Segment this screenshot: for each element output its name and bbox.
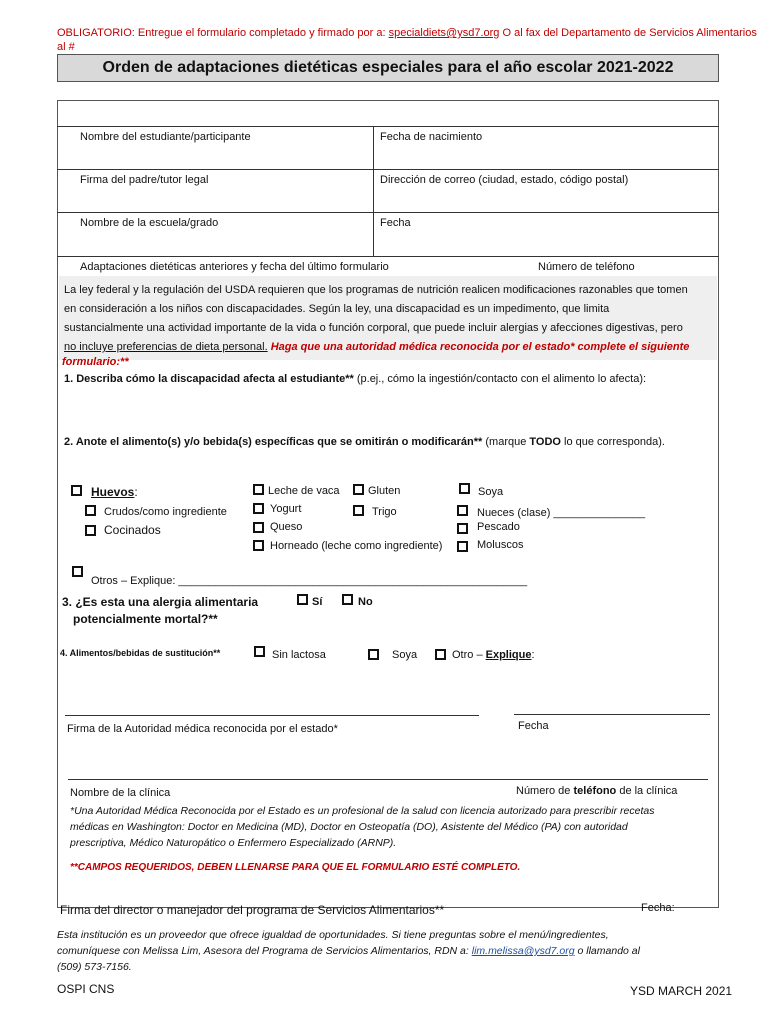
queso-checkbox[interactable] bbox=[253, 522, 264, 533]
horneado-label: Horneado (leche como ingrediente) bbox=[270, 540, 443, 552]
phone-number-field[interactable]: Número de teléfono bbox=[538, 261, 635, 273]
question-1 bbox=[64, 373, 646, 385]
no-label: No bbox=[358, 596, 373, 608]
law-red-instruction-cont: formulario:** bbox=[62, 356, 129, 368]
clinic-phone-field[interactable] bbox=[516, 785, 677, 797]
director-date-field[interactable]: Fecha: bbox=[641, 902, 675, 914]
otro-sub-explique: Explique bbox=[485, 649, 532, 661]
student-name-field[interactable]: Nombre del estudiante/participante bbox=[80, 131, 251, 143]
page-title: Orden de adaptaciones dietéticas especiales para el año escolar 2021-2022 bbox=[102, 59, 674, 76]
equal-line: comuníquese con Melissa Lim, Asesora del Programa de Servicios Alimentarios, RDN a: bbox=[57, 945, 472, 957]
required-notice-prefix: OBLIGATORIO: Entregue el formulario completado y firmado por a: bbox=[57, 27, 389, 39]
parent-signature-field[interactable]: Firma del padre/tutor legal bbox=[80, 174, 209, 186]
question-2-todo: TODO bbox=[529, 436, 561, 448]
clinic-phone-suffix: de la clínica bbox=[616, 785, 678, 797]
footer-left: OSPI CNS bbox=[57, 982, 115, 996]
question-2 bbox=[64, 436, 665, 448]
yes-checkbox[interactable] bbox=[297, 594, 308, 605]
queso-label: Queso bbox=[270, 521, 303, 533]
sin-lactosa-checkbox[interactable] bbox=[254, 646, 265, 657]
director-signature-field[interactable]: Firma del director o manejador del programa de Servicios Alimentarios** bbox=[60, 903, 445, 917]
moluscos-checkbox[interactable] bbox=[457, 541, 468, 552]
question-2-hint: (marque bbox=[482, 436, 530, 448]
trigo-checkbox[interactable] bbox=[353, 505, 364, 516]
footnote-line: prescriptiva, Médico Naturopático o Enfermero Especializado (ARNP). bbox=[70, 837, 397, 849]
law-line: La ley federal y la regulación del USDA requieren que los programas de nutrición realicen modificaciones razonables que tomen bbox=[64, 284, 688, 296]
question-1-label: 1. Describa cómo la discapacidad afecta al estudiante** bbox=[64, 373, 354, 385]
equal-line: o llamando al bbox=[574, 945, 640, 957]
equal-line: (509) 573-7156. bbox=[57, 961, 132, 973]
equal-line: Esta institución es un proveedor que ofrece igualdad de oportunidades. Si tiene preguntas sobre el menú/ingredientes, bbox=[57, 929, 609, 941]
no-checkbox[interactable] bbox=[342, 594, 353, 605]
footnote-line: *Una Autoridad Médica Reconocida por el Estado es un profesional de la salud con licencia autorizado para prescribir recetas bbox=[70, 805, 655, 817]
title-box bbox=[57, 54, 719, 82]
previous-accommodations-field[interactable]: Adaptaciones dietéticas anteriores y fecha del último formulario bbox=[80, 261, 389, 273]
huevos-label: Huevos: bbox=[91, 485, 138, 499]
otro-sub-checkbox[interactable] bbox=[435, 649, 446, 660]
yogurt-label: Yogurt bbox=[270, 503, 302, 515]
nueces-label: Nueces (clase) _______________ bbox=[477, 507, 646, 519]
soya-sub-checkbox[interactable] bbox=[368, 649, 379, 660]
gluten-label: Gluten bbox=[368, 485, 401, 497]
law-red-instruction: Haga que una autoridad médica reconocida por el estado* complete el siguiente bbox=[270, 341, 690, 353]
crudos-checkbox[interactable] bbox=[85, 505, 96, 516]
column-divider bbox=[373, 126, 374, 256]
law-line: en consideración a los niños con discapacidades. Según la ley, una discapacidad es un impedimento, que limita bbox=[64, 303, 610, 315]
footnote bbox=[70, 803, 715, 851]
required-notice-suffix: O al fax del Departamento de Servicios Alimentarios al # bbox=[57, 27, 757, 53]
pescado-checkbox[interactable] bbox=[457, 523, 468, 534]
row-divider bbox=[57, 256, 719, 257]
medical-signature-field[interactable]: Firma de la Autoridad médica reconocida por el estado* bbox=[67, 723, 338, 735]
soya-sub-label: Soya bbox=[392, 649, 418, 661]
clinic-phone-bold: teléfono bbox=[573, 785, 617, 797]
otros-checkbox[interactable] bbox=[72, 566, 83, 577]
question-3-label: 3. ¿Es esta una alergia alimentaria bbox=[62, 595, 259, 609]
cocinados-label: Cocinados bbox=[104, 523, 161, 537]
footnote-line: médicas en Washington: Doctor en Medicina (MD), Doctor en Osteopatía (DO), Asistente del Médico (PA) con autoridad bbox=[70, 821, 628, 833]
yes-label: Sí bbox=[312, 596, 323, 608]
law-line: sustancialmente una actividad importante de la vida o función corporal, que puede incluir alergias y afecciones digestivas, pero bbox=[64, 322, 683, 334]
required-email-link[interactable]: specialdiets@ysd7.org bbox=[388, 27, 500, 39]
row-divider bbox=[57, 212, 719, 213]
nueces-checkbox[interactable] bbox=[457, 505, 468, 516]
cocinados-checkbox[interactable] bbox=[85, 525, 96, 536]
birth-date-field[interactable]: Fecha de nacimiento bbox=[380, 131, 483, 143]
soya-label: Soya bbox=[478, 486, 504, 498]
otro-sub-text: Otro – bbox=[452, 649, 486, 661]
required-fields-notice: **CAMPOS REQUERIDOS, DEBEN LLENARSE PARA QUE EL FORMULARIO ESTÉ COMPLETO. bbox=[70, 862, 521, 873]
school-grade-field[interactable]: Nombre de la escuela/grado bbox=[80, 217, 219, 229]
trigo-label: Trigo bbox=[372, 506, 397, 518]
medical-date-field[interactable]: Fecha bbox=[518, 720, 549, 732]
soya-checkbox[interactable] bbox=[459, 483, 470, 494]
question-1-hint: (p.ej., cómo la ingestión/contacto con el alimento lo afecta): bbox=[353, 373, 647, 385]
clinic-name-field[interactable]: Nombre de la clínica bbox=[70, 787, 171, 799]
equal-opportunity bbox=[57, 927, 737, 975]
sin-lactosa-label: Sin lactosa bbox=[272, 649, 326, 661]
medical-date-line bbox=[514, 714, 710, 715]
horneado-checkbox[interactable] bbox=[253, 540, 264, 551]
crudos-label: Crudos/como ingrediente bbox=[104, 506, 227, 518]
question-2-hint-end: lo que corresponda). bbox=[560, 436, 665, 448]
leche-label: Leche de vaca bbox=[268, 485, 340, 497]
huevos-checkbox[interactable] bbox=[71, 485, 82, 496]
clinic-phone-prefix: Número de bbox=[516, 785, 574, 797]
email-address-field[interactable]: Dirección de correo (ciudad, estado, código postal) bbox=[380, 174, 629, 186]
question-3-label-cont: potencialmente mortal?** bbox=[73, 612, 218, 626]
clinic-line bbox=[68, 779, 708, 780]
question-3 bbox=[62, 594, 258, 628]
date-field[interactable]: Fecha bbox=[380, 217, 411, 229]
gluten-checkbox[interactable] bbox=[353, 484, 364, 495]
row-divider bbox=[57, 169, 719, 170]
otro-sub-colon: : bbox=[531, 649, 535, 661]
contact-email-link[interactable]: lim.melissa@ysd7.org bbox=[471, 945, 575, 957]
row-divider bbox=[57, 126, 719, 127]
footer-right: YSD MARCH 2021 bbox=[630, 984, 733, 998]
moluscos-label: Moluscos bbox=[477, 539, 524, 551]
question-2-label: 2. Anote el alimento(s) y/o bebida(s) específicas que se omitirán o modificarán** bbox=[64, 436, 483, 448]
law-paragraph bbox=[64, 281, 716, 357]
law-line-underlined: no incluye preferencias de dieta personal. bbox=[64, 341, 268, 353]
yogurt-checkbox[interactable] bbox=[253, 503, 264, 514]
question-4: 4. Alimentos/bebidas de sustitución** bbox=[60, 648, 221, 658]
otro-sub-label bbox=[452, 649, 535, 661]
pescado-label: Pescado bbox=[477, 521, 520, 533]
medical-signature-line bbox=[65, 715, 479, 716]
otros-label: Otros – Explique: _________________________________________________________ bbox=[91, 575, 528, 587]
leche-checkbox[interactable] bbox=[253, 484, 264, 495]
